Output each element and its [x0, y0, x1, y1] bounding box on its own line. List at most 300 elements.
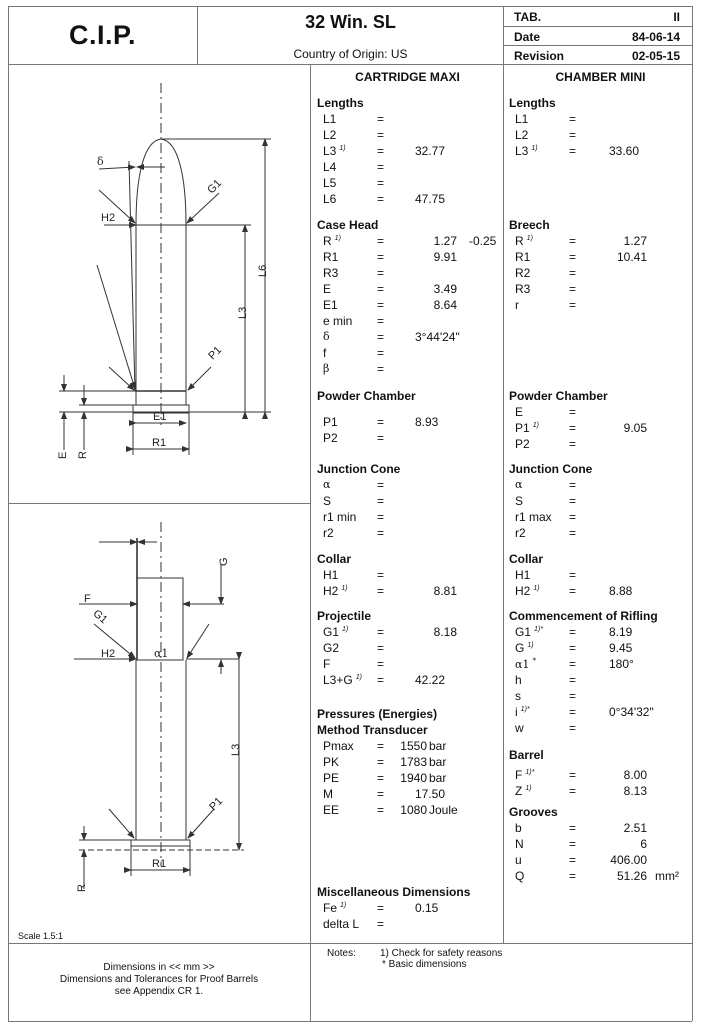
spec-row	[509, 405, 689, 421]
spec-value: 3.49	[433, 282, 457, 296]
equals-sign: =	[377, 176, 385, 190]
spec-row	[317, 787, 501, 803]
section-subtitle: Method Transducer	[317, 723, 428, 737]
note-1: 1) Check for safety reasons	[380, 948, 503, 959]
spec-row	[509, 266, 689, 282]
spec-row	[317, 160, 497, 176]
spec-row	[509, 250, 689, 266]
label-r: R	[77, 451, 89, 459]
equals-sign: =	[569, 568, 577, 582]
equals-sign: =	[569, 721, 577, 735]
spec-label-text: β	[323, 362, 330, 375]
spec-row	[317, 771, 501, 787]
spec-label	[515, 250, 530, 264]
equals-sign: =	[569, 234, 577, 248]
spec-label-text: r	[515, 298, 519, 312]
spec-row	[509, 568, 689, 584]
spec-row	[509, 869, 689, 885]
footer-divider	[8, 943, 692, 944]
cartridge-maxi-heading: CARTRIDGE MAXI	[355, 70, 460, 84]
equals-sign: =	[569, 584, 577, 598]
spec-label-text: r1 min	[323, 510, 357, 524]
spec-label-text: h	[515, 673, 522, 687]
spec-row	[317, 657, 501, 673]
spec-label	[323, 478, 330, 491]
spec-row	[317, 282, 501, 298]
spec-label-text: E	[323, 282, 332, 296]
date-label: Date	[514, 30, 541, 44]
spec-label	[515, 568, 530, 582]
spec-label-text: L3	[515, 144, 529, 158]
spec-row	[317, 346, 501, 362]
section-title: Powder Chamber	[509, 389, 608, 403]
label-delta: δ	[97, 155, 104, 168]
spec-label-text: delta L	[323, 917, 360, 931]
equals-sign: =	[569, 625, 577, 639]
note-2: * Basic dimensions	[382, 959, 467, 970]
spec-label	[323, 917, 359, 931]
spec-label-text: S	[323, 494, 332, 508]
equals-sign: =	[377, 917, 385, 931]
spec-label	[515, 478, 522, 491]
spec-label	[515, 510, 552, 524]
equals-sign: =	[377, 625, 385, 639]
spec-row	[509, 689, 689, 705]
footnote-marker: 1)	[342, 626, 349, 633]
equals-sign: =	[377, 415, 385, 429]
spec-label-text: F	[323, 657, 331, 671]
spec-row	[317, 192, 497, 208]
spec-row	[509, 673, 689, 689]
spec-row	[509, 437, 689, 453]
footnote-marker: 1)*	[534, 626, 543, 633]
spec-label-text: Pmax	[323, 739, 354, 753]
spec-label-text: Z	[515, 784, 523, 798]
tab-label: TAB.	[514, 10, 542, 24]
spec-label-text: P1	[323, 415, 338, 429]
spec-row	[509, 526, 689, 542]
spec-row	[509, 282, 689, 298]
spec-value: 0°34'32"	[609, 705, 654, 719]
equals-sign: =	[377, 112, 385, 126]
spec-row	[317, 803, 501, 819]
equals-sign: =	[377, 330, 385, 344]
spec-label	[323, 568, 338, 582]
spec-row	[509, 234, 689, 250]
drawing-data-divider	[310, 64, 311, 1021]
footnote-marker: 1)	[526, 235, 533, 242]
cartridge-drawing	[9, 65, 309, 502]
equals-sign: =	[377, 192, 385, 206]
spec-label-text: E1	[323, 298, 338, 312]
spec-row	[317, 314, 501, 330]
spec-label	[515, 705, 530, 719]
spec-label-text: r2	[515, 526, 526, 540]
spec-row	[317, 510, 497, 526]
spec-label	[323, 330, 330, 343]
spec-row	[317, 431, 497, 447]
frame-right	[692, 6, 693, 1021]
footnote-marker: 1)*	[520, 706, 530, 713]
footnote-marker: *	[532, 657, 536, 665]
spec-label	[323, 266, 338, 280]
spec-label-text: P2	[323, 431, 338, 445]
revision-value: 02-05-15	[631, 49, 680, 63]
spec-label-text: α1	[515, 658, 530, 671]
spec-label-text: δ	[323, 330, 330, 343]
spec-label-text: α	[515, 478, 523, 491]
spec-label-text: L3	[323, 144, 337, 158]
label-r1: R1	[152, 437, 167, 449]
spec-value: 1783	[400, 755, 427, 769]
spec-value: 10.41	[616, 250, 647, 264]
spec-label	[323, 510, 356, 524]
equals-sign: =	[377, 431, 385, 445]
spec-value: 406.00	[610, 853, 647, 867]
spec-row	[317, 584, 501, 600]
spec-label-text: G2	[323, 641, 340, 655]
spec-row	[509, 112, 689, 128]
spec-label	[323, 282, 331, 296]
spec-label-text: EE	[323, 803, 340, 817]
spec-label-text: P1	[515, 421, 530, 435]
spec-value: 8.88	[609, 584, 633, 598]
spec-label-text: R1	[323, 250, 339, 264]
dims-line-2: Dimensions and Tolerances for Proof Barrels	[59, 974, 259, 985]
equals-sign: =	[377, 584, 385, 598]
equals-sign: =	[569, 421, 577, 435]
spec-value: 2.51	[623, 821, 647, 835]
label-l3: L3	[230, 743, 242, 756]
notes-list	[380, 948, 502, 970]
equals-sign: =	[569, 405, 577, 419]
label-g1: G1	[205, 177, 225, 197]
label-g1: G1	[90, 607, 110, 627]
spec-label-text: F	[515, 768, 523, 782]
equals-sign: =	[569, 821, 577, 835]
equals-sign: =	[377, 803, 385, 817]
section-title: Powder Chamber	[317, 389, 416, 403]
equals-sign: =	[377, 346, 385, 360]
equals-sign: =	[377, 282, 385, 296]
equals-sign: =	[569, 266, 577, 280]
spec-label	[323, 673, 362, 687]
spec-row	[317, 739, 501, 755]
spec-row	[509, 494, 689, 510]
section-title: Commencement of Rifling	[509, 609, 658, 623]
equals-sign: =	[377, 298, 385, 312]
spec-label	[515, 584, 540, 598]
footnote-marker: 1)	[533, 585, 540, 592]
spec-label-text: b	[515, 821, 522, 835]
spec-value: 33.60	[609, 144, 640, 158]
spec-row	[317, 112, 497, 128]
spec-label-text: L3+G	[323, 673, 353, 687]
section-title: Grooves	[509, 805, 558, 819]
spec-row	[317, 673, 501, 689]
equals-sign: =	[377, 144, 385, 158]
footnote-marker: 1)	[334, 235, 341, 242]
spec-label-text: L4	[323, 160, 337, 174]
spec-label-text: r2	[323, 526, 334, 540]
spec-label	[515, 869, 524, 883]
spec-label	[323, 584, 348, 598]
spec-value: 1.27	[433, 234, 457, 248]
spec-row	[317, 641, 501, 657]
spec-row	[509, 478, 689, 494]
spec-row	[509, 144, 689, 160]
equals-sign: =	[569, 494, 577, 508]
footnote-marker: 1)	[339, 145, 346, 152]
spec-row	[317, 568, 501, 584]
scale-label: Scale 1.5:1	[18, 931, 64, 941]
footnote-marker: 1)	[532, 422, 539, 429]
chamber-drawing	[9, 504, 309, 922]
spec-label	[323, 362, 329, 375]
spec-row	[509, 584, 689, 600]
spec-label	[323, 771, 339, 785]
label-g: G	[218, 557, 230, 566]
equals-sign: =	[377, 494, 385, 508]
spec-value: 47.75	[415, 192, 446, 206]
date-row	[504, 27, 692, 46]
spec-value: 8.19	[609, 625, 633, 639]
spec-value: 9.45	[609, 641, 633, 655]
spec-row	[509, 298, 689, 314]
spec-row	[509, 768, 689, 784]
country-of-origin: Country of Origin: US	[293, 47, 408, 61]
equals-sign: =	[377, 657, 385, 671]
revision-label: Revision	[514, 49, 565, 63]
spec-label-text: L5	[323, 176, 337, 190]
spec-label	[515, 721, 524, 735]
label-p1: P1	[207, 795, 226, 814]
spec-label	[323, 787, 333, 801]
label-e: E	[57, 451, 69, 459]
tab-row	[504, 7, 692, 26]
equals-sign: =	[569, 128, 577, 142]
spec-label	[323, 250, 338, 264]
spec-label	[323, 160, 336, 174]
spec-unit: bar	[429, 739, 447, 753]
section-title: Miscellaneous Dimensions	[317, 885, 471, 899]
label-e1: E1	[153, 411, 167, 423]
equals-sign: =	[569, 437, 577, 451]
spec-label-text: L2	[323, 128, 337, 142]
spec-row	[509, 641, 689, 657]
spec-label-text: R3	[323, 266, 339, 280]
spec-row	[317, 625, 501, 641]
equals-sign: =	[377, 234, 385, 248]
equals-sign: =	[569, 282, 577, 296]
equals-sign: =	[569, 250, 577, 264]
spec-label	[515, 437, 530, 451]
spec-label-text: e min	[323, 314, 353, 328]
spec-tolerance: -0.25	[469, 234, 497, 248]
spec-label	[323, 314, 352, 328]
spec-label	[515, 526, 526, 540]
spec-label-text: α	[323, 478, 331, 491]
spec-row	[509, 721, 689, 737]
spec-label-text: i	[515, 705, 518, 719]
spec-value: 6	[640, 837, 647, 851]
spec-label	[323, 234, 341, 248]
label-h2: H2	[101, 648, 116, 660]
spec-label-text: R	[515, 234, 524, 248]
equals-sign: =	[377, 250, 385, 264]
spec-row	[317, 917, 497, 933]
spec-value: 8.64	[433, 298, 457, 312]
spec-value: 8.81	[433, 584, 457, 598]
spec-label	[515, 405, 523, 419]
spec-value: 9.91	[433, 250, 457, 264]
equals-sign: =	[569, 689, 577, 703]
section-title: Lengths	[509, 96, 556, 110]
spec-label	[515, 625, 543, 639]
cartridge-chamber-divider	[503, 64, 504, 943]
equals-sign: =	[377, 526, 385, 540]
section-title: Breech	[509, 218, 550, 232]
spec-value: 1.27	[623, 234, 647, 248]
spec-label	[323, 494, 331, 508]
equals-sign: =	[377, 510, 385, 524]
spec-label-text: R	[323, 234, 332, 248]
spec-label-text: r1 max	[515, 510, 552, 524]
section-title: Lengths	[317, 96, 364, 110]
spec-row	[317, 128, 497, 144]
spec-label-text: G1	[515, 625, 532, 639]
label-alpha1: α1	[154, 647, 169, 660]
equals-sign: =	[377, 478, 385, 492]
equals-sign: =	[377, 160, 385, 174]
spec-unit: Joule	[429, 803, 458, 817]
spec-label	[323, 128, 336, 142]
spec-label-text: L6	[323, 192, 337, 206]
spec-label	[323, 657, 330, 671]
spec-unit: mm²	[655, 869, 679, 883]
spec-value: 9.05	[623, 421, 647, 435]
spec-label	[323, 803, 339, 817]
label-p1: P1	[206, 344, 225, 363]
spec-value: 8.00	[623, 768, 647, 782]
spec-label	[323, 298, 338, 312]
equals-sign: =	[377, 739, 385, 753]
equals-sign: =	[377, 314, 385, 328]
equals-sign: =	[377, 771, 385, 785]
spec-label	[323, 755, 339, 769]
spec-row	[317, 526, 497, 542]
frame-bottom	[8, 1021, 692, 1022]
footnote-marker: 1)	[531, 145, 538, 152]
equals-sign: =	[569, 657, 577, 671]
spec-label	[515, 837, 524, 851]
spec-label	[323, 526, 334, 540]
spec-value: 42.22	[415, 673, 446, 687]
date-value: 84-06-14	[631, 30, 680, 44]
spec-label-text: s	[515, 689, 521, 703]
spec-value: 17.50	[415, 787, 446, 801]
spec-label	[515, 494, 523, 508]
equals-sign: =	[377, 266, 385, 280]
spec-label	[515, 784, 532, 798]
footnote-marker: 1)	[341, 585, 348, 592]
equals-sign: =	[569, 853, 577, 867]
spec-label-text: Q	[515, 869, 525, 883]
spec-label-text: Fe	[323, 901, 338, 915]
equals-sign: =	[569, 478, 577, 492]
spec-label	[515, 128, 528, 142]
spec-value: 0.15	[415, 901, 439, 915]
spec-row	[317, 362, 501, 378]
spec-row	[509, 705, 689, 721]
spec-label	[323, 625, 348, 639]
spec-value: 8.13	[623, 784, 647, 798]
equals-sign: =	[377, 901, 385, 915]
tab-value: II	[673, 10, 680, 24]
spec-value: 51.26	[616, 869, 647, 883]
equals-sign: =	[377, 362, 385, 376]
spec-label-text: H2	[515, 584, 531, 598]
spec-row	[317, 415, 497, 431]
spec-row	[509, 837, 689, 853]
spec-label-text: M	[323, 787, 333, 801]
footnote-marker: 1)	[527, 642, 534, 649]
spec-label	[323, 112, 336, 126]
equals-sign: =	[569, 673, 577, 687]
spec-label	[323, 431, 338, 445]
equals-sign: =	[377, 673, 385, 687]
cip-logo: C.I.P.	[68, 19, 137, 50]
label-l3: L3	[237, 306, 249, 319]
spec-label	[515, 768, 534, 782]
spec-value: 180°	[609, 657, 634, 671]
equals-sign: =	[569, 837, 577, 851]
equals-sign: =	[377, 755, 385, 769]
equals-sign: =	[377, 641, 385, 655]
spec-label-text: w	[515, 721, 524, 735]
label-r: R	[76, 884, 88, 892]
spec-label-text: P2	[515, 437, 530, 451]
equals-sign: =	[377, 787, 385, 801]
spec-row	[317, 298, 501, 314]
label-f: F	[84, 593, 91, 605]
spec-row	[317, 494, 497, 510]
section-title: Pressures (Energies)	[317, 707, 438, 721]
spec-label-text: R2	[515, 266, 531, 280]
spec-row	[317, 250, 501, 266]
spec-label	[515, 657, 536, 671]
spec-label	[515, 282, 530, 296]
footnote-marker: 1)	[340, 902, 347, 909]
spec-value: 1550	[400, 739, 427, 753]
dims-line-3: see Appendix CR 1.	[114, 986, 204, 997]
spec-label-text: PE	[323, 771, 340, 785]
spec-row	[317, 330, 501, 346]
spec-label-text: L2	[515, 128, 529, 142]
equals-sign: =	[569, 112, 577, 126]
equals-sign: =	[569, 298, 577, 312]
cartridge-title: 32 Win. SL	[305, 12, 396, 32]
spec-label	[515, 234, 533, 248]
equals-sign: =	[569, 526, 577, 540]
equals-sign: =	[569, 144, 577, 158]
label-h2: H2	[101, 212, 116, 224]
section-title: Collar	[317, 552, 352, 566]
spec-row	[317, 478, 497, 494]
equals-sign: =	[569, 641, 577, 655]
spec-value: 3°44'24"	[415, 330, 460, 344]
spec-label-text: u	[515, 853, 522, 867]
